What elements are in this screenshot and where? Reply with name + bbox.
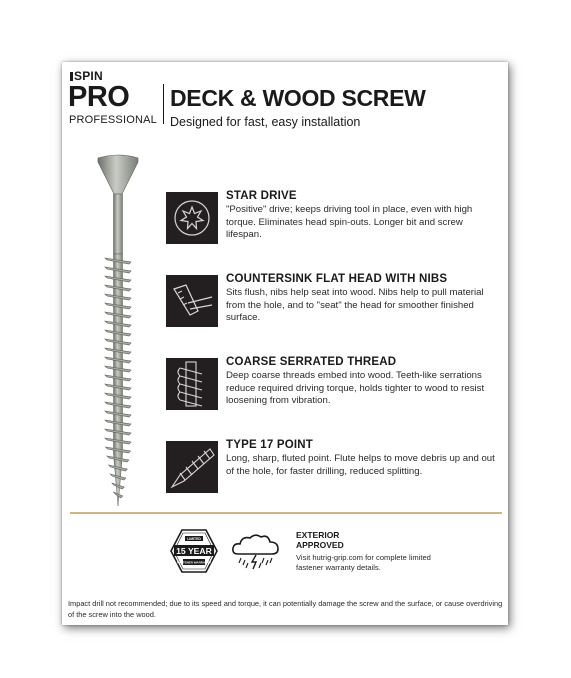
feature-description: "Positive" drive; keeps driving tool in place, even with high torque. Eliminates head spin-outs. Longer bit and screw lifespan. (226, 204, 473, 240)
feature-title: COARSE SERRATED THREAD (226, 356, 397, 368)
weather-storm-icon (230, 532, 282, 572)
brand-professional: PROFESSIONAL (69, 114, 157, 126)
feature-title: TYPE 17 POINT (226, 439, 313, 451)
warranty-badge (170, 529, 218, 573)
page-subtitle: Designed for fast, easy installation (170, 115, 361, 129)
serrated-thread-icon (166, 358, 218, 410)
page-title: DECK & WOOD SCREW (170, 85, 426, 111)
countersink-head-icon (166, 275, 218, 327)
brand-pro: PRO (68, 81, 130, 113)
screw-illustration (94, 154, 142, 514)
badge-top: LIMITED (187, 537, 201, 541)
star-drive-icon (166, 192, 218, 244)
exterior-approved-title: EXTERIOR APPROVED (296, 530, 344, 550)
header-divider (163, 84, 164, 124)
type-17-point-icon (166, 441, 218, 493)
footnote: Impact drill not recommended; due to its speed and torque, it can potentially damage the screw and the surface, or cause overdriving of the screw into the wood. (68, 599, 503, 619)
feature-title: STAR DRIVE (226, 190, 297, 202)
feature-description: Deep coarse threads embed into wood. Teeth-like serrations reduce required driving torque, holds tighter to wood to resist loosening from vibration. (226, 370, 485, 406)
warranty-details-text: Visit hutrig-grip.com for complete limited fastener warranty details. (296, 553, 431, 572)
feature-description: Long, sharp, fluted point. Flute helps to move debris up and out of the hole, for faster drilling, reduced splitting. (226, 453, 495, 477)
feature-description: Sits flush, nibs help seat into wood. Nibs help to pull material from the hole, and to "seat" the head for smoother finished surface. (226, 287, 484, 323)
brand-spin-text: SPIN (74, 69, 103, 83)
product-sheet (62, 62, 508, 625)
badge-bottom: FASTENER WARRANTY (176, 560, 212, 565)
badge-main: 15 YEAR (176, 546, 212, 556)
section-divider (70, 512, 502, 514)
feature-title: COUNTERSINK FLAT HEAD WITH NIBS (226, 273, 448, 285)
